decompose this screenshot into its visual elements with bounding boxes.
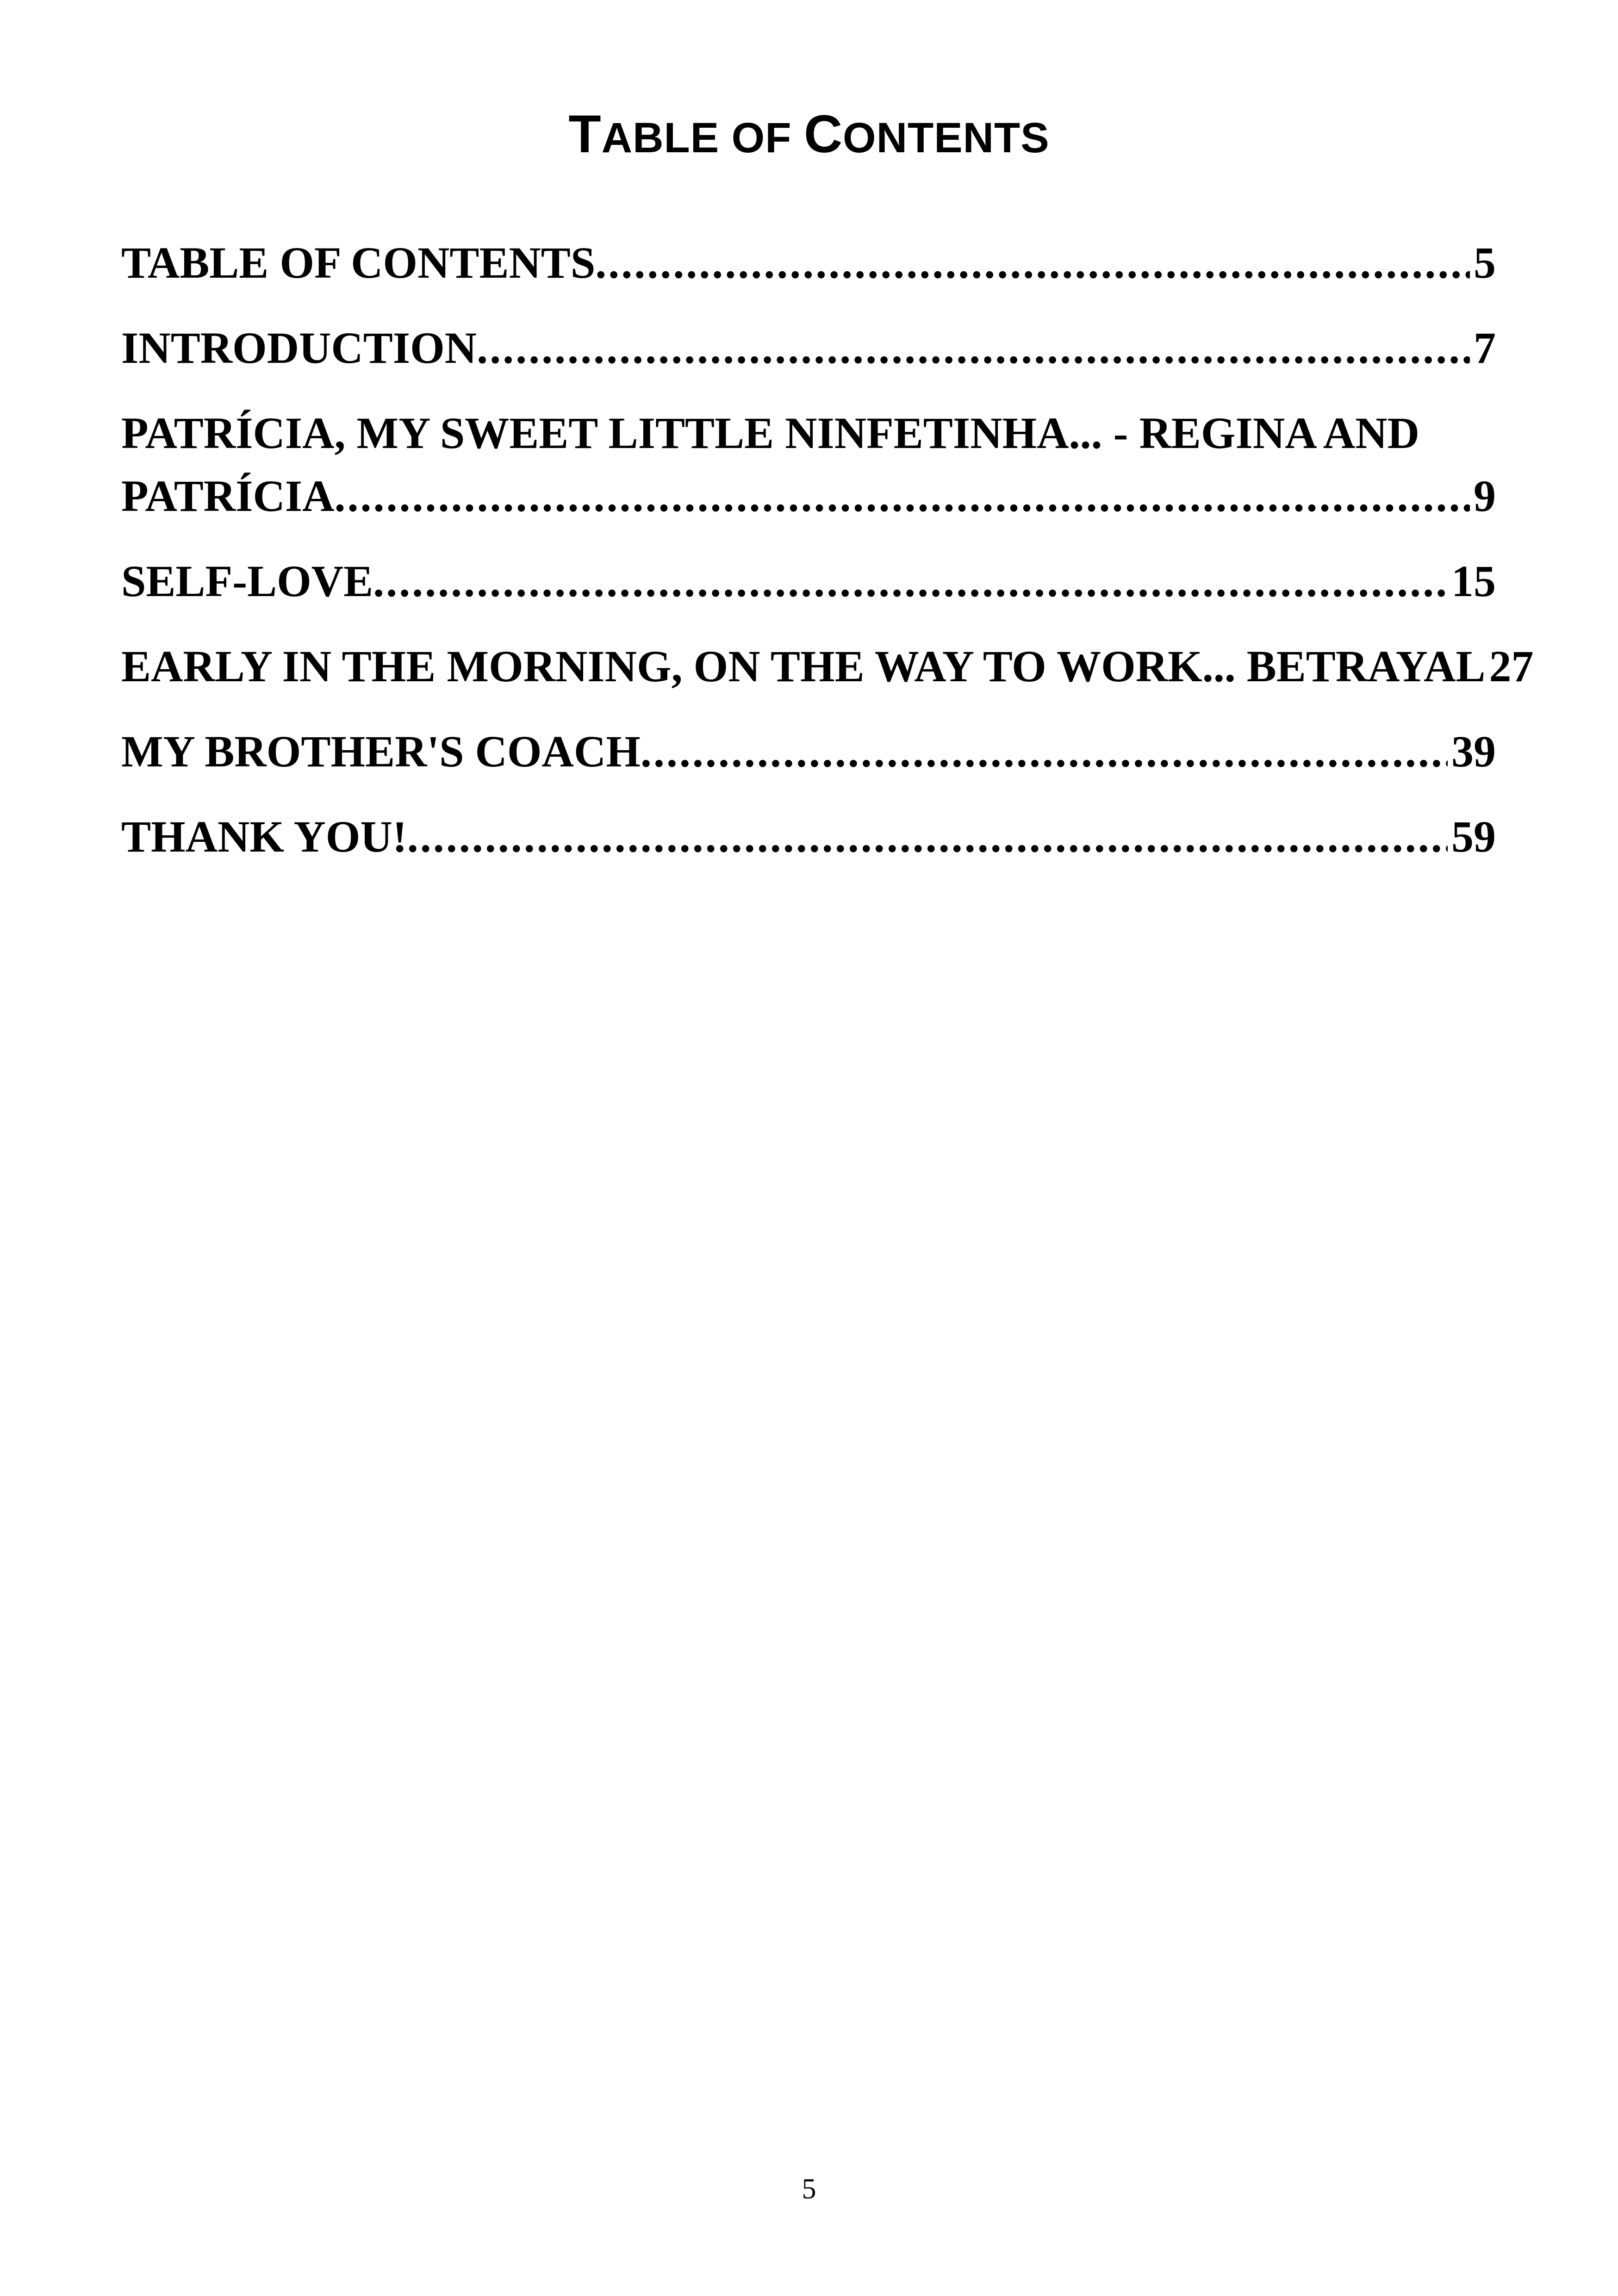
toc-entry-title: EARLY IN THE MORNING, ON THE WAY TO WORK... BETRAYAL — [121, 641, 1486, 691]
dot-leader — [595, 231, 1470, 294]
toc-entry-page: 27 — [1489, 641, 1534, 691]
table-of-contents — [121, 231, 1534, 890]
toc-entry-title: SELF-LOVE — [121, 556, 373, 606]
toc-entry-early-in-the-morning[interactable] — [121, 635, 1534, 698]
toc-entry-title-line-2: PATRÍCIA — [121, 471, 335, 521]
toc-entry-title: TABLE OF CONTENTS — [121, 238, 596, 287]
title-small-caps-1: ABLE OF — [601, 114, 804, 162]
toc-entry-title: THANK YOU! — [121, 812, 407, 861]
toc-entry-patricia[interactable] — [121, 402, 1496, 528]
dot-leader — [477, 317, 1470, 380]
title-small-caps-2: ONTENTS — [843, 114, 1050, 162]
dot-leader — [373, 550, 1448, 613]
toc-entry-table-of-contents[interactable] — [121, 231, 1496, 294]
page-number: 5 — [802, 2173, 816, 2205]
toc-entry-page: 39 — [1451, 727, 1496, 776]
toc-entry-title: INTRODUCTION — [121, 323, 477, 373]
toc-entry-self-love[interactable] — [121, 550, 1496, 613]
toc-entry-page: 15 — [1451, 556, 1496, 606]
title-initial-t: T — [568, 105, 602, 164]
toc-entry-thank-you[interactable] — [121, 805, 1496, 868]
dot-leader — [334, 465, 1470, 528]
dot-leader — [641, 720, 1448, 783]
title-initial-c: C — [803, 105, 843, 164]
toc-entry-title: MY BROTHER'S COACH — [121, 727, 641, 776]
toc-entry-introduction[interactable] — [121, 317, 1496, 380]
dot-leader — [407, 805, 1448, 868]
toc-entry-page: 7 — [1474, 323, 1496, 373]
toc-entry-page: 9 — [1474, 471, 1496, 521]
toc-entry-title-line-1: PATRÍCIA, MY SWEET LITTLE NINFETINHA... - REGINA AND — [121, 408, 1419, 458]
page-title — [0, 97, 1618, 175]
toc-entry-page: 5 — [1474, 238, 1496, 287]
toc-entry-my-brothers-coach[interactable] — [121, 720, 1496, 783]
toc-entry-page: 59 — [1451, 812, 1496, 861]
